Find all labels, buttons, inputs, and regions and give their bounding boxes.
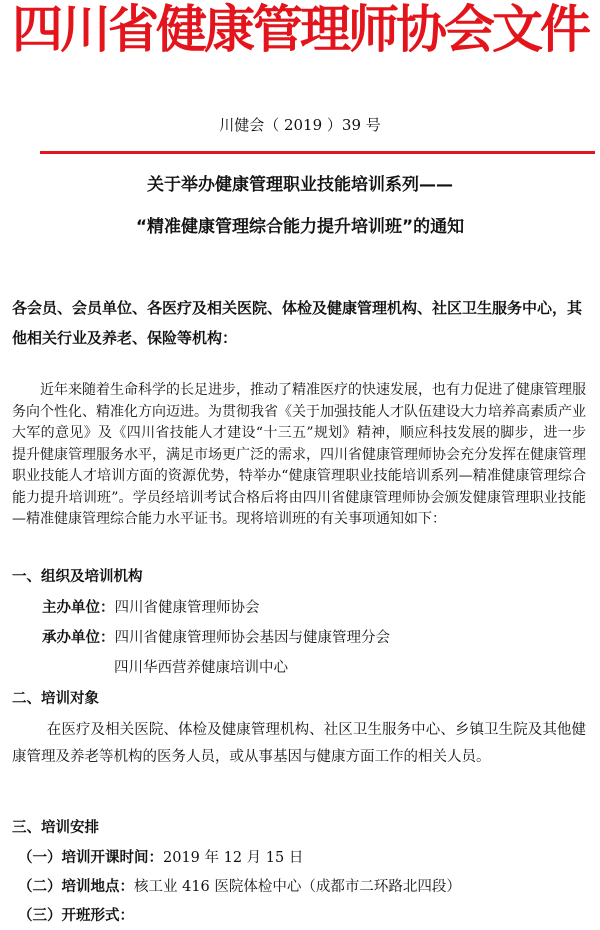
schedule-time-value: 2019 年 12 月 15 日: [163, 850, 304, 866]
intro-paragraph: 近年来随着生命科学的长足进步，推动了精准医疗的快速发展，也有力促进了健康管理服务向个性化、精准化方向迈进。为贯彻我省《关于加强技能人才队伍建设大力培养高素质产业大军的意见》及《四川省技能人才建设“十三五”规划》精神，顺应科技发展的脚步，进一步提升健康管理服务水平，满足市场更广泛的需求，四川省健康管理师协会充分发挥在健康管理职业技能人才培训方面的资源优势，特举办“健康管理职业技能培训系列—精准健康管理综合能力提升培训班”。学员经培训考试合格后将由四川省健康管理师协会颁发健康管理职业技能—精准健康管理综合能力水平证书。现将培训班的有关事项通知如下：: [12, 382, 586, 527]
section2-text: 在医疗及相关医院、体检及健康管理机构、社区卫生服务中心、乡镇卫生院及其他健康管理及养老等机构的医务人员，或从事基因与健康方面工作的相关人员。: [12, 722, 586, 765]
notice-title-line1: 关于举办健康管理职业技能培训系列——: [147, 175, 453, 195]
schedule-location-value: 核工业 416 医院体检中心（成都市二环路北四段）: [134, 879, 461, 895]
schedule-time-row: [18, 847, 303, 869]
organizer-value1: 四川省健康管理师协会基因与健康管理分会: [114, 630, 390, 646]
organizer-label: 承办单位：: [42, 630, 115, 646]
schedule-format-label: （三）开班形式：: [18, 908, 134, 924]
schedule-time-label: （一）培训开课时间：: [18, 850, 163, 866]
schedule-format-row: [18, 905, 134, 927]
host-label: 主办单位：: [42, 600, 115, 616]
document-number: 川健会（ 2019 ）39 号: [219, 116, 381, 134]
organizer-value2: 四川华西营养健康培训中心: [114, 660, 288, 676]
notice-title-line2: “精准健康管理综合能力提升培训班”的通知: [135, 217, 465, 237]
document-header-title: 四川省健康管理师协会文件: [11, 1, 588, 60]
host-value: 四川省健康管理师协会: [114, 600, 260, 616]
schedule-location-label: （二）培训地点：: [18, 879, 134, 895]
section1-heading: 一、组织及培训机构: [12, 569, 143, 585]
section2-heading: 二、培训对象: [12, 691, 99, 707]
section3-heading: 三、培训安排: [12, 820, 99, 836]
schedule-location-row: [18, 876, 461, 898]
header-divider: [40, 151, 595, 154]
addressee: 各会员、会员单位、各医疗及相关医院、体检及健康管理机构、社区卫生服务中心，其他相关行业及养老、保险等机构：: [12, 299, 583, 347]
organizer-row: [42, 627, 390, 649]
host-row: [42, 597, 260, 619]
